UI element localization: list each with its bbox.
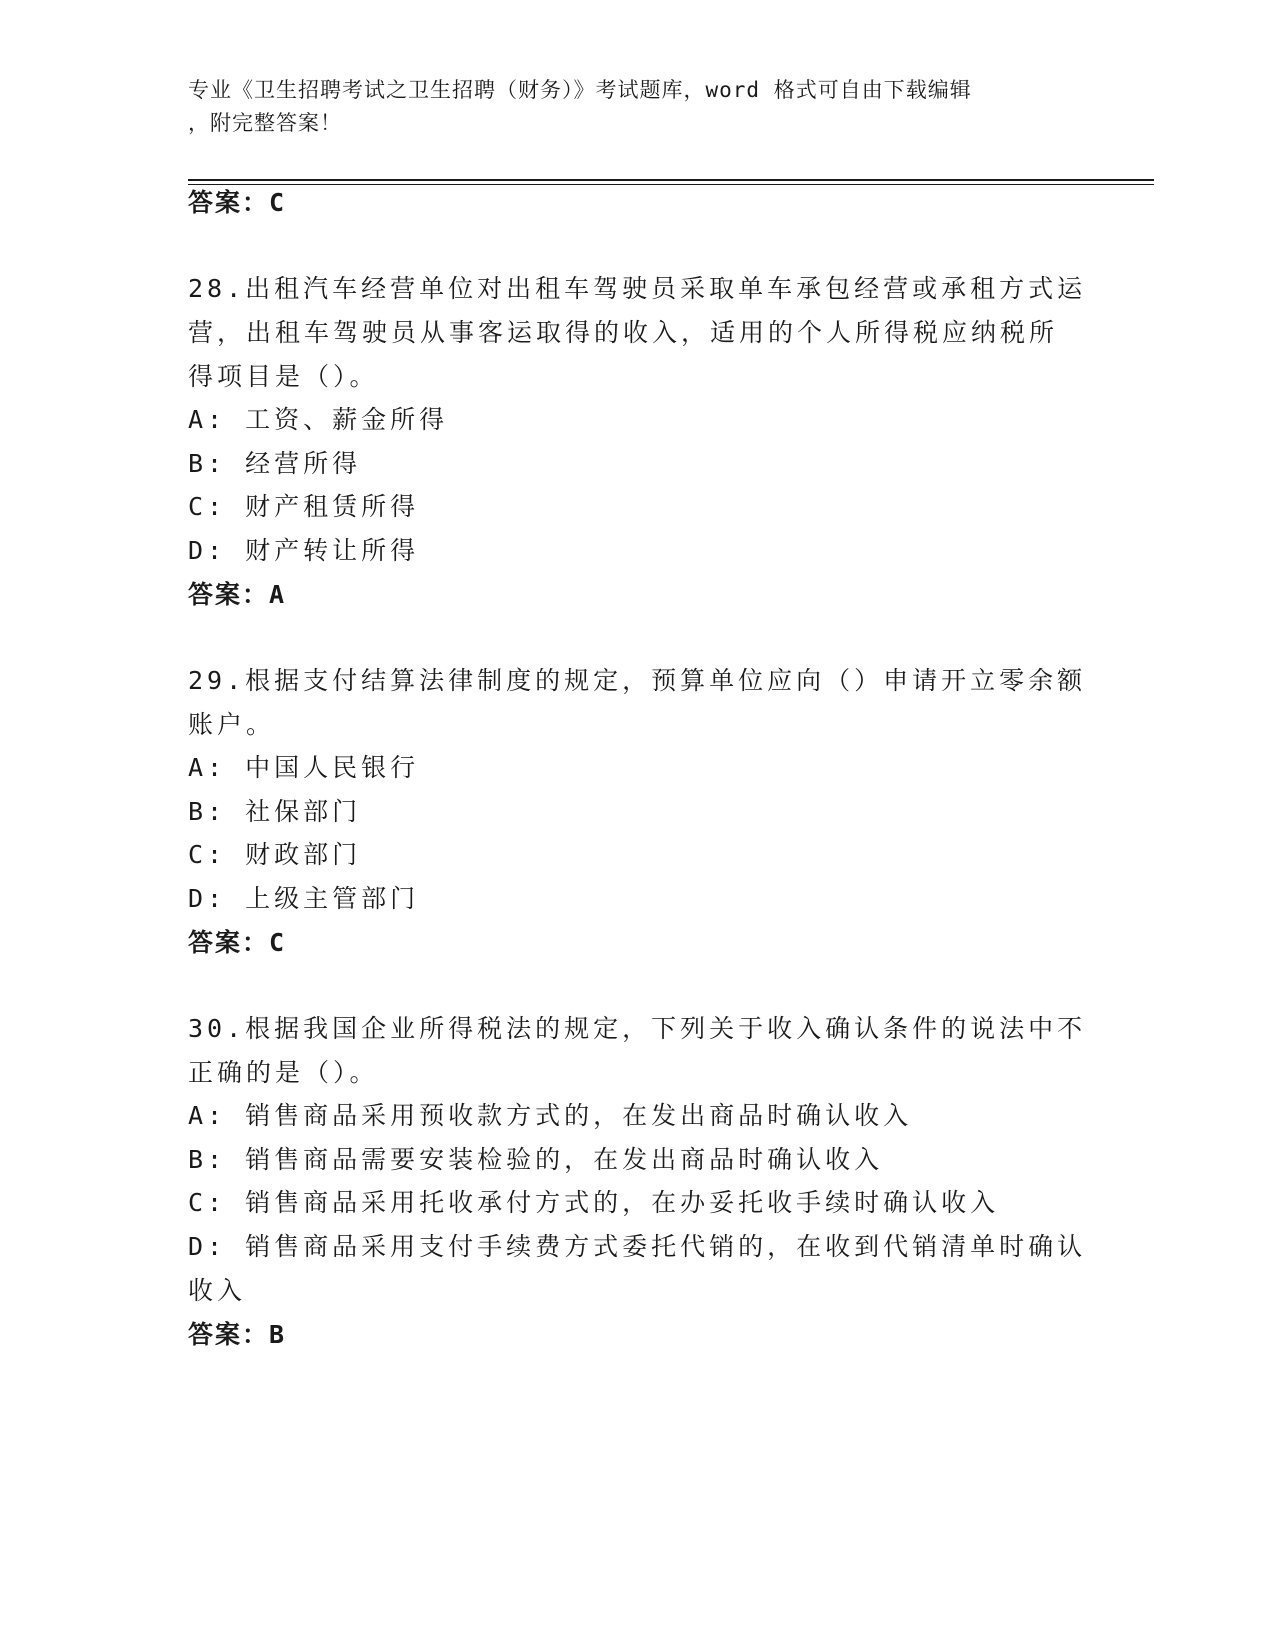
header-line-2: ，附完整答案！ xyxy=(188,111,342,135)
question-29-answer: 答案：C xyxy=(188,928,287,957)
question-30-option-b: B: 销售商品需要安装检验的，在发出商品时确认收入 xyxy=(188,1145,884,1174)
question-29-option-b: B: 社保部门 xyxy=(188,797,362,826)
question-29-option-c: C: 财政部门 xyxy=(188,840,362,869)
question-30-stem-line-2: 正确的是（）。 xyxy=(188,1058,379,1087)
previous-answer: 答案：C xyxy=(188,188,287,217)
question-28-answer: 答案：A xyxy=(188,580,287,609)
question-30-stem-line-1: 30.根据我国企业所得税法的规定，下列关于收入确认条件的说法中不 xyxy=(188,1014,1087,1043)
question-30-option-c: C: 销售商品采用托收承付方式的，在办妥托收手续时确认收入 xyxy=(188,1188,1000,1217)
question-29-option-a: A: 中国人民银行 xyxy=(188,753,420,782)
question-29-stem-line-2: 账户。 xyxy=(188,710,276,739)
header-divider-thin xyxy=(188,184,1154,185)
question-28-stem-line-1: 28.出租汽车经营单位对出租车驾驶员采取单车承包经营或承租方式运 xyxy=(188,274,1087,303)
question-30-option-d: D: 销售商品采用支付手续费方式委托代销的，在收到代销清单时确认 xyxy=(188,1232,1087,1261)
question-28-stem-line-2: 营，出租车驾驶员从事客运取得的收入，适用的个人所得税应纳税所 xyxy=(188,318,1059,347)
document-header xyxy=(188,74,1068,140)
question-28-option-c: C: 财产租赁所得 xyxy=(188,492,420,521)
question-28-stem-line-3: 得项目是（）。 xyxy=(188,362,379,391)
header-line-1: 专业《卫生招聘考试之卫生招聘（财务）》考试题库，word 格式可自由下载编辑 xyxy=(188,78,972,102)
question-30-option-d-continued: 收入 xyxy=(188,1276,247,1305)
question-30-option-a: A: 销售商品采用预收款方式的，在发出商品时确认收入 xyxy=(188,1101,913,1130)
question-29-stem-line-1: 29.根据支付结算法律制度的规定，预算单位应向（）申请开立零余额 xyxy=(188,666,1087,695)
question-30-answer: 答案：B xyxy=(188,1320,287,1349)
question-28-option-b: B: 经营所得 xyxy=(188,449,362,478)
question-28-option-a: A: 工资、薪金所得 xyxy=(188,405,449,434)
question-29-option-d: D: 上级主管部门 xyxy=(188,884,420,913)
question-28-option-d: D: 财产转让所得 xyxy=(188,536,420,565)
header-divider-thick xyxy=(188,179,1154,181)
